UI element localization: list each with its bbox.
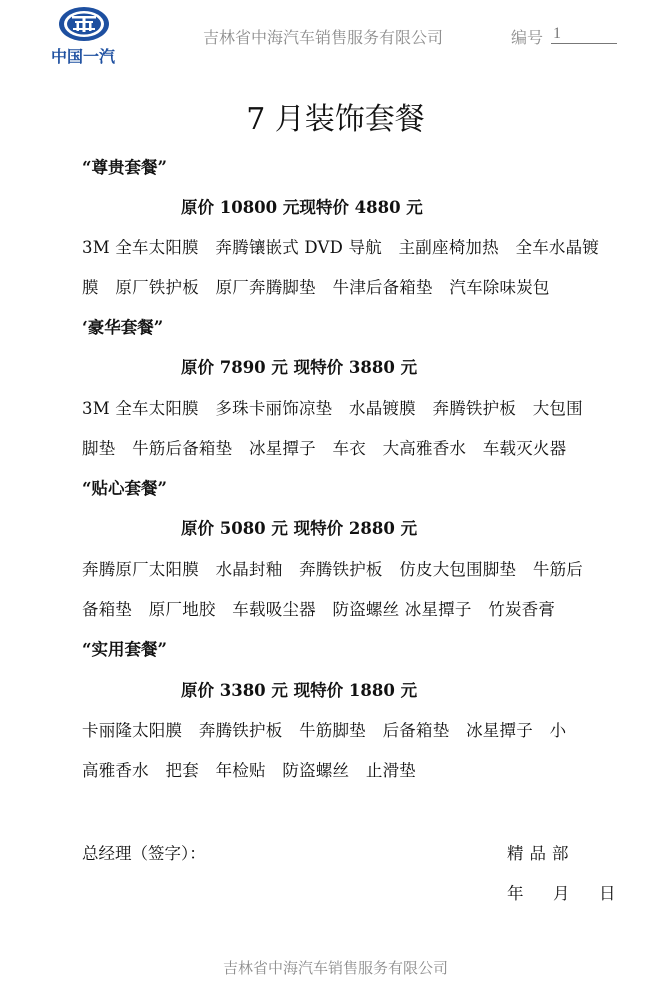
package-name: “实用套餐”	[82, 640, 167, 659]
package-price: 原价 3380 元 现特价 1880 元	[181, 681, 418, 700]
document-title: 7 月装饰套餐	[246, 102, 425, 137]
serial-number: 1	[551, 25, 617, 44]
manager-signature-label: 总经理（签字）：	[82, 844, 206, 863]
package-name: “贴心套餐”	[82, 479, 167, 498]
package-price: 原价 7890 元 现特价 3880 元	[181, 358, 418, 377]
package-name: “尊贵套餐”	[82, 158, 167, 177]
page-footer-company: 吉林省中海汽车销售服务有限公司	[222, 959, 448, 977]
package-items-line: 奔腾原厂太阳膜 水晶封釉 奔腾铁护板 仿皮大包围脚垫 牛筋后	[82, 560, 583, 579]
header-company-name: 吉林省中海汽车销售服务有限公司	[203, 28, 444, 47]
date-month-label: 月	[553, 884, 570, 903]
package-price: 原价 10800 元现特价 4880 元	[181, 198, 423, 217]
package-items-line: 3M 全车太阳膜 多珠卡丽饰凉垫 水晶镀膜 奔腾铁护板 大包围	[82, 399, 583, 418]
department-label: 精品部	[507, 844, 575, 863]
package-items-line: 脚垫 牛筋后备箱垫 冰星撢子 车衣 大高雅香水 车载灭火器	[82, 439, 567, 458]
package-items-line: 卡丽隆太阳膜 奔腾铁护板 牛筋脚垫 后备箱垫 冰星撢子 小	[82, 721, 567, 740]
package-items-line: 3M 全车太阳膜 奔腾镶嵌式 DVD 导航 主副座椅加热 全车水晶镀	[82, 238, 600, 257]
date-year-label: 年	[507, 884, 524, 903]
date-day-label: 日	[599, 884, 616, 903]
faw-logo	[44, 6, 124, 66]
page-header	[0, 0, 671, 75]
package-items-line: 高雅香水 把套 年检贴 防盗螺丝 止滑垫	[82, 761, 416, 780]
logo-text: 中国一汽	[50, 47, 115, 66]
package-items-line: 膜 原厂铁护板 原厂奔腾脚垫 牛津后备箱垫 汽车除味炭包	[82, 278, 550, 297]
serial-label: 编号	[511, 28, 544, 47]
package-name: ‘豪华套餐”	[82, 318, 164, 337]
package-items-line: 备箱垫 原厂地胶 车载吸尘器 防盗螺丝 冰星撢子 竹炭香膏	[82, 600, 556, 619]
package-price: 原价 5080 元 现特价 2880 元	[181, 519, 418, 538]
faw-emblem-icon	[58, 6, 110, 42]
